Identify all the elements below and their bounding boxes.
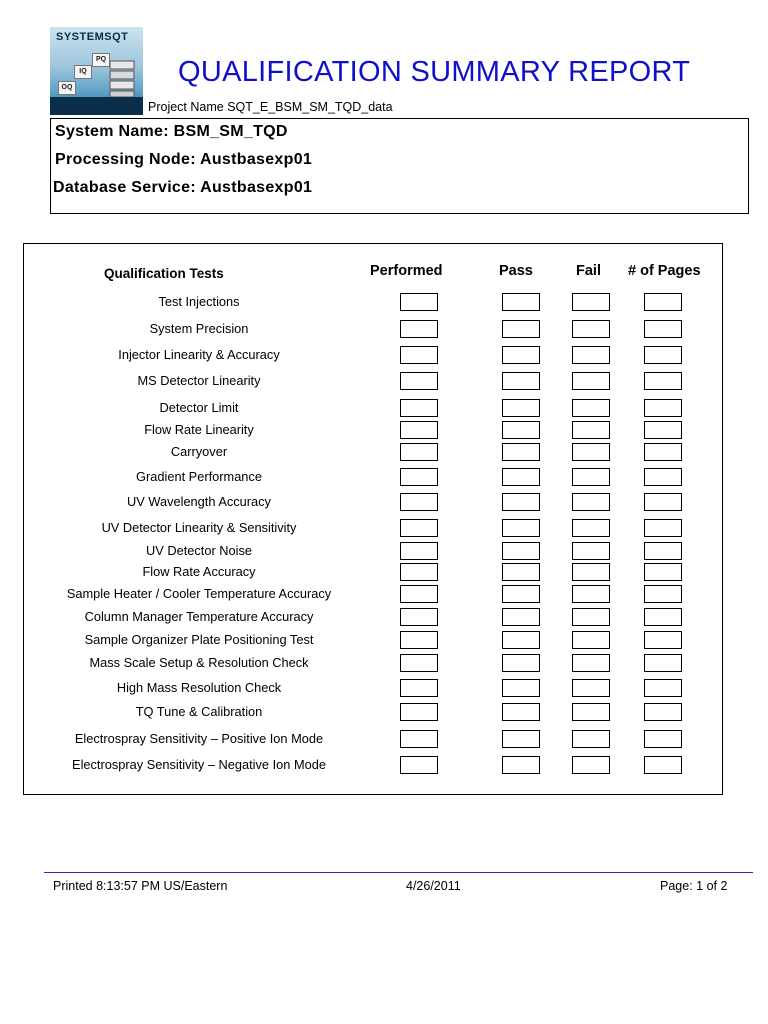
fail-checkbox[interactable] bbox=[572, 372, 610, 390]
header-performed: Performed bbox=[370, 263, 443, 279]
processing-node-value: Austbasexp01 bbox=[200, 151, 313, 168]
performed-checkbox[interactable] bbox=[400, 654, 438, 672]
performed-checkbox[interactable] bbox=[400, 519, 438, 537]
pass-checkbox[interactable] bbox=[502, 443, 540, 461]
fail-checkbox[interactable] bbox=[572, 493, 610, 511]
performed-checkbox[interactable] bbox=[400, 756, 438, 774]
table-row bbox=[24, 493, 722, 511]
footer-page-label: Page: bbox=[660, 879, 693, 893]
project-name-value: SQT_E_BSM_SM_TQD_data bbox=[227, 100, 393, 114]
performed-checkbox[interactable] bbox=[400, 346, 438, 364]
fail-checkbox[interactable] bbox=[572, 399, 610, 417]
test-name: Electrospray Sensitivity – Positive Ion Mode bbox=[74, 731, 324, 746]
performed-checkbox[interactable] bbox=[400, 320, 438, 338]
performed-checkbox[interactable] bbox=[400, 608, 438, 626]
test-name: Test Injections bbox=[158, 294, 240, 309]
pages-checkbox[interactable] bbox=[644, 563, 682, 581]
test-name: High Mass Resolution Check bbox=[116, 680, 282, 695]
performed-checkbox[interactable] bbox=[400, 443, 438, 461]
instrument-stack-icon bbox=[108, 59, 140, 99]
pass-checkbox[interactable] bbox=[502, 399, 540, 417]
fail-checkbox[interactable] bbox=[572, 730, 610, 748]
pages-checkbox[interactable] bbox=[644, 542, 682, 560]
header-fail: Fail bbox=[576, 263, 601, 279]
table-row bbox=[24, 585, 722, 603]
pass-checkbox[interactable] bbox=[502, 756, 540, 774]
database-service-value: Austbasexp01 bbox=[200, 179, 313, 196]
table-row bbox=[24, 654, 722, 672]
fail-checkbox[interactable] bbox=[572, 542, 610, 560]
fail-checkbox[interactable] bbox=[572, 346, 610, 364]
fail-checkbox[interactable] bbox=[572, 631, 610, 649]
table-row bbox=[24, 421, 722, 439]
processing-node-label: Processing Node: bbox=[55, 151, 196, 168]
pages-checkbox[interactable] bbox=[644, 346, 682, 364]
pages-checkbox[interactable] bbox=[644, 493, 682, 511]
pass-checkbox[interactable] bbox=[502, 372, 540, 390]
pass-checkbox[interactable] bbox=[502, 542, 540, 560]
pass-checkbox[interactable] bbox=[502, 631, 540, 649]
fail-checkbox[interactable] bbox=[572, 608, 610, 626]
test-name: Sample Organizer Plate Positioning Test bbox=[84, 632, 314, 647]
fail-checkbox[interactable] bbox=[572, 468, 610, 486]
pass-checkbox[interactable] bbox=[502, 703, 540, 721]
pages-checkbox[interactable] bbox=[644, 703, 682, 721]
test-name: Flow Rate Accuracy bbox=[142, 564, 256, 579]
pass-checkbox[interactable] bbox=[502, 563, 540, 581]
pass-checkbox[interactable] bbox=[502, 320, 540, 338]
pages-checkbox[interactable] bbox=[644, 756, 682, 774]
test-name: Detector Limit bbox=[159, 400, 239, 415]
systemsqt-logo bbox=[50, 27, 143, 115]
performed-checkbox[interactable] bbox=[400, 730, 438, 748]
table-row bbox=[24, 756, 722, 774]
pages-checkbox[interactable] bbox=[644, 293, 682, 311]
pass-checkbox[interactable] bbox=[502, 293, 540, 311]
project-name-line bbox=[148, 100, 393, 114]
fail-checkbox[interactable] bbox=[572, 703, 610, 721]
test-name: Gradient Performance bbox=[136, 469, 262, 484]
performed-checkbox[interactable] bbox=[400, 399, 438, 417]
table-row bbox=[24, 293, 722, 311]
report-title: QUALIFICATION SUMMARY REPORT bbox=[178, 56, 691, 88]
logo-brand-text: SYSTEMSQT bbox=[56, 31, 129, 43]
table-row bbox=[24, 608, 722, 626]
performed-checkbox[interactable] bbox=[400, 372, 438, 390]
table-row bbox=[24, 372, 722, 390]
table-row bbox=[24, 443, 722, 461]
database-service-line bbox=[53, 179, 312, 197]
footer-printed-time: Printed 8:13:57 PM US/Eastern bbox=[53, 879, 228, 893]
footer-page-value: 1 of 2 bbox=[696, 879, 728, 893]
pass-checkbox[interactable] bbox=[502, 468, 540, 486]
table-row bbox=[24, 730, 722, 748]
pages-checkbox[interactable] bbox=[644, 372, 682, 390]
table-row bbox=[24, 631, 722, 649]
pages-checkbox[interactable] bbox=[644, 679, 682, 697]
test-name: Flow Rate Linearity bbox=[144, 422, 254, 437]
test-name: UV Detector Noise bbox=[146, 543, 252, 558]
footer-page bbox=[660, 879, 727, 893]
project-name-label: Project Name bbox=[148, 100, 224, 114]
pages-checkbox[interactable] bbox=[644, 730, 682, 748]
pass-checkbox[interactable] bbox=[502, 654, 540, 672]
pages-checkbox[interactable] bbox=[644, 519, 682, 537]
qualification-tests-table bbox=[23, 243, 723, 795]
pages-checkbox[interactable] bbox=[644, 585, 682, 603]
fail-checkbox[interactable] bbox=[572, 679, 610, 697]
fail-checkbox[interactable] bbox=[572, 293, 610, 311]
pass-checkbox[interactable] bbox=[502, 585, 540, 603]
pass-checkbox[interactable] bbox=[502, 493, 540, 511]
test-name: UV Detector Linearity & Sensitivity bbox=[101, 520, 297, 535]
performed-checkbox[interactable] bbox=[400, 421, 438, 439]
test-name: Sample Heater / Cooler Temperature Accuracy bbox=[66, 586, 332, 601]
fail-checkbox[interactable] bbox=[572, 585, 610, 603]
fail-checkbox[interactable] bbox=[572, 519, 610, 537]
performed-checkbox[interactable] bbox=[400, 563, 438, 581]
pass-checkbox[interactable] bbox=[502, 519, 540, 537]
table-row bbox=[24, 563, 722, 581]
performed-checkbox[interactable] bbox=[400, 631, 438, 649]
processing-node-line bbox=[55, 151, 312, 169]
fail-checkbox[interactable] bbox=[572, 421, 610, 439]
fail-checkbox[interactable] bbox=[572, 756, 610, 774]
test-name: TQ Tune & Calibration bbox=[135, 704, 263, 719]
pass-checkbox[interactable] bbox=[502, 346, 540, 364]
test-name: Electrospray Sensitivity – Negative Ion Mode bbox=[72, 757, 326, 772]
logo-iq-sheet: IQ bbox=[74, 65, 92, 79]
table-row bbox=[24, 346, 722, 364]
table-row bbox=[24, 679, 722, 697]
performed-checkbox[interactable] bbox=[400, 703, 438, 721]
test-name: UV Wavelength Accuracy bbox=[127, 494, 271, 509]
system-name-line bbox=[55, 123, 288, 141]
logo-ground bbox=[50, 97, 143, 115]
table-row bbox=[24, 703, 722, 721]
footer-date: 4/26/2011 bbox=[406, 879, 461, 893]
test-name: Carryover bbox=[170, 444, 228, 459]
logo-pq-sheet: PQ bbox=[92, 53, 110, 67]
test-name: Mass Scale Setup & Resolution Check bbox=[89, 655, 309, 670]
table-row bbox=[24, 519, 722, 537]
table-row bbox=[24, 468, 722, 486]
pages-checkbox[interactable] bbox=[644, 631, 682, 649]
system-name-label: System Name: bbox=[55, 123, 169, 140]
system-name-value: BSM_SM_TQD bbox=[173, 123, 288, 140]
performed-checkbox[interactable] bbox=[400, 585, 438, 603]
fail-checkbox[interactable] bbox=[572, 320, 610, 338]
pages-checkbox[interactable] bbox=[644, 443, 682, 461]
pages-checkbox[interactable] bbox=[644, 399, 682, 417]
pass-checkbox[interactable] bbox=[502, 730, 540, 748]
pages-checkbox[interactable] bbox=[644, 654, 682, 672]
table-row bbox=[24, 542, 722, 560]
performed-checkbox[interactable] bbox=[400, 468, 438, 486]
test-name: Injector Linearity & Accuracy bbox=[118, 347, 280, 362]
table-row bbox=[24, 399, 722, 417]
footer-rule bbox=[44, 872, 753, 873]
fail-checkbox[interactable] bbox=[572, 443, 610, 461]
pages-checkbox[interactable] bbox=[644, 468, 682, 486]
header-num-pages: # of Pages bbox=[628, 263, 701, 279]
test-name: System Precision bbox=[149, 321, 249, 336]
header-qualification-tests: Qualification Tests bbox=[104, 266, 224, 281]
test-name: MS Detector Linearity bbox=[137, 373, 261, 388]
pages-checkbox[interactable] bbox=[644, 421, 682, 439]
performed-checkbox[interactable] bbox=[400, 493, 438, 511]
pass-checkbox[interactable] bbox=[502, 679, 540, 697]
pages-checkbox[interactable] bbox=[644, 608, 682, 626]
fail-checkbox[interactable] bbox=[572, 563, 610, 581]
pass-checkbox[interactable] bbox=[502, 421, 540, 439]
pass-checkbox[interactable] bbox=[502, 608, 540, 626]
performed-checkbox[interactable] bbox=[400, 293, 438, 311]
performed-checkbox[interactable] bbox=[400, 679, 438, 697]
header-pass: Pass bbox=[499, 263, 533, 279]
system-info-box bbox=[50, 118, 749, 214]
fail-checkbox[interactable] bbox=[572, 654, 610, 672]
logo-oq-sheet: OQ bbox=[58, 81, 76, 95]
test-name: Column Manager Temperature Accuracy bbox=[84, 609, 314, 624]
pages-checkbox[interactable] bbox=[644, 320, 682, 338]
table-row bbox=[24, 320, 722, 338]
database-service-label: Database Service: bbox=[53, 179, 196, 196]
performed-checkbox[interactable] bbox=[400, 542, 438, 560]
